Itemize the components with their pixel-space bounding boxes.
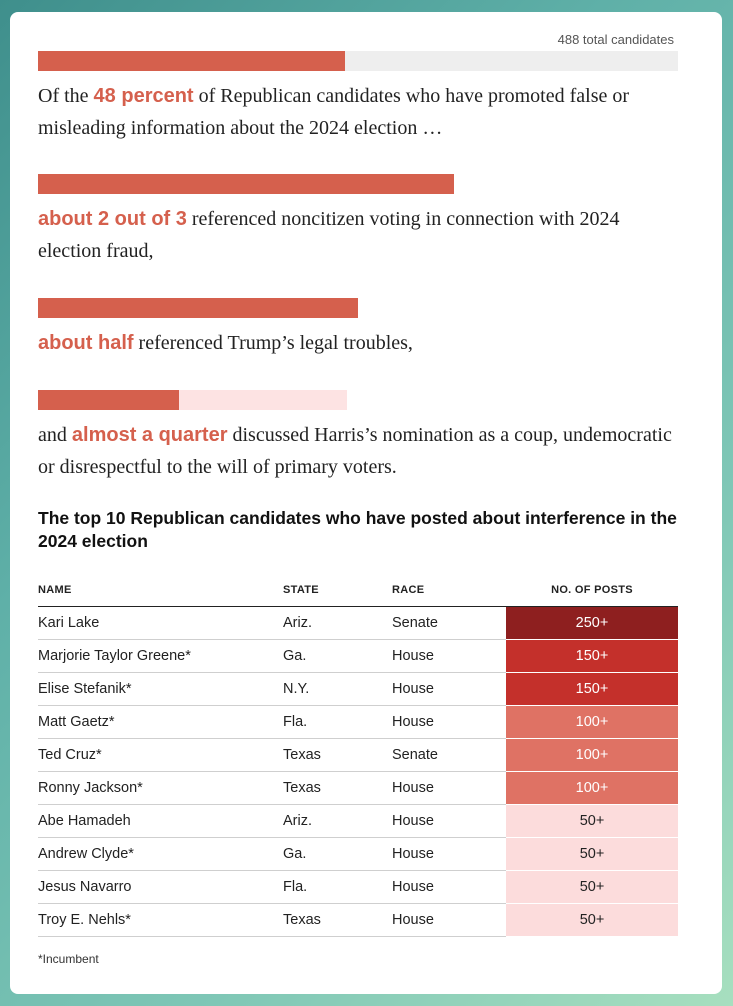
- cell-posts: 100+: [506, 772, 678, 805]
- cell-posts: 50+: [506, 805, 678, 838]
- cell-name: Marjorie Taylor Greene*: [38, 640, 283, 673]
- cell-state: Texas: [283, 739, 392, 772]
- table-row: [38, 772, 678, 805]
- cell-name: Ted Cruz*: [38, 739, 283, 772]
- statement-text: discussed Harris’s nomination as a coup, undemocratic or disrespectful to the will of primary voters.: [38, 424, 672, 478]
- table-row: [38, 739, 678, 772]
- table-row: [38, 640, 678, 673]
- statement-text: referenced noncitizen voting in connection with 2024 election fraud,: [38, 208, 620, 262]
- cell-name: Troy E. Nehls*: [38, 904, 283, 937]
- statement-legal-troubles: [38, 327, 683, 359]
- cell-name: Abe Hamadeh: [38, 805, 283, 838]
- header-name: NAME: [38, 574, 283, 607]
- cell-race: Senate: [392, 607, 506, 640]
- cell-posts: 150+: [506, 673, 678, 706]
- bar-fill-2-out-of-3: [38, 174, 454, 194]
- cell-race: House: [392, 706, 506, 739]
- cell-race: House: [392, 805, 506, 838]
- statement-highlight: about 2 out of 3: [38, 208, 187, 230]
- table-row: [38, 706, 678, 739]
- cell-race: House: [392, 838, 506, 871]
- bar-fill-48-percent: [38, 51, 345, 71]
- statement-text: Of the: [38, 85, 94, 107]
- total-candidates-label: 488 total candidates: [557, 32, 674, 47]
- cell-state: Ga.: [283, 640, 392, 673]
- statement-highlight: 48 percent: [93, 85, 194, 107]
- cell-name: Jesus Navarro: [38, 871, 283, 904]
- cell-race: Senate: [392, 739, 506, 772]
- footnote: *Incumbent: [38, 952, 99, 966]
- table-body: [38, 607, 678, 937]
- header-race: RACE: [392, 574, 506, 607]
- table-row: [38, 871, 678, 904]
- candidates-table: [38, 574, 678, 937]
- cell-name: Ronny Jackson*: [38, 772, 283, 805]
- cell-state: Ariz.: [283, 805, 392, 838]
- cell-race: House: [392, 871, 506, 904]
- cell-posts: 50+: [506, 904, 678, 937]
- bar-track-legal-troubles: [38, 298, 347, 318]
- statement-highlight: about half: [38, 332, 134, 354]
- cell-state: Ariz.: [283, 607, 392, 640]
- table-row: [38, 607, 678, 640]
- cell-race: House: [392, 904, 506, 937]
- bar-fill-about-half: [38, 298, 358, 318]
- statement-48-percent: [38, 80, 683, 144]
- statement-highlight: almost a quarter: [71, 424, 228, 446]
- cell-posts: 50+: [506, 838, 678, 871]
- bar-track-noncitizen: [38, 174, 347, 194]
- cell-posts: 50+: [506, 871, 678, 904]
- cell-state: Ga.: [283, 838, 392, 871]
- cell-state: Texas: [283, 904, 392, 937]
- cell-posts: 100+: [506, 739, 678, 772]
- bar-fill-almost-a-quarter: [38, 390, 179, 410]
- statement-text: of Republican candidates who have promoted false or misleading information about the 2024 election …: [38, 85, 630, 139]
- statement-text: referenced Trump’s legal troubles,: [133, 332, 413, 354]
- cell-state: Texas: [283, 772, 392, 805]
- cell-posts: 250+: [506, 607, 678, 640]
- cell-name: Elise Stefanik*: [38, 673, 283, 706]
- table-row: [38, 673, 678, 706]
- statement-noncitizen-voting: [38, 203, 683, 267]
- bar-track-total: [38, 51, 678, 71]
- cell-race: House: [392, 640, 506, 673]
- table-title: The top 10 Republican candidates who have posted about interference in the 2024 election: [38, 508, 677, 551]
- table-header-row: [38, 574, 678, 607]
- cell-name: Andrew Clyde*: [38, 838, 283, 871]
- cell-posts: 100+: [506, 706, 678, 739]
- cell-state: Fla.: [283, 871, 392, 904]
- table-row: [38, 838, 678, 871]
- cell-name: Kari Lake: [38, 607, 283, 640]
- cell-state: N.Y.: [283, 673, 392, 706]
- table-row: [38, 904, 678, 937]
- bar-track-harris-nomination: [38, 390, 347, 410]
- cell-race: House: [392, 673, 506, 706]
- cell-name: Matt Gaetz*: [38, 706, 283, 739]
- cell-state: Fla.: [283, 706, 392, 739]
- table-row: [38, 805, 678, 838]
- statement-harris-nomination: [38, 419, 683, 483]
- header-state: STATE: [283, 574, 392, 607]
- statement-text: and: [38, 424, 72, 446]
- cell-posts: 150+: [506, 640, 678, 673]
- cell-race: House: [392, 772, 506, 805]
- content-card: [10, 12, 722, 994]
- header-posts: NO. OF POSTS: [506, 574, 678, 607]
